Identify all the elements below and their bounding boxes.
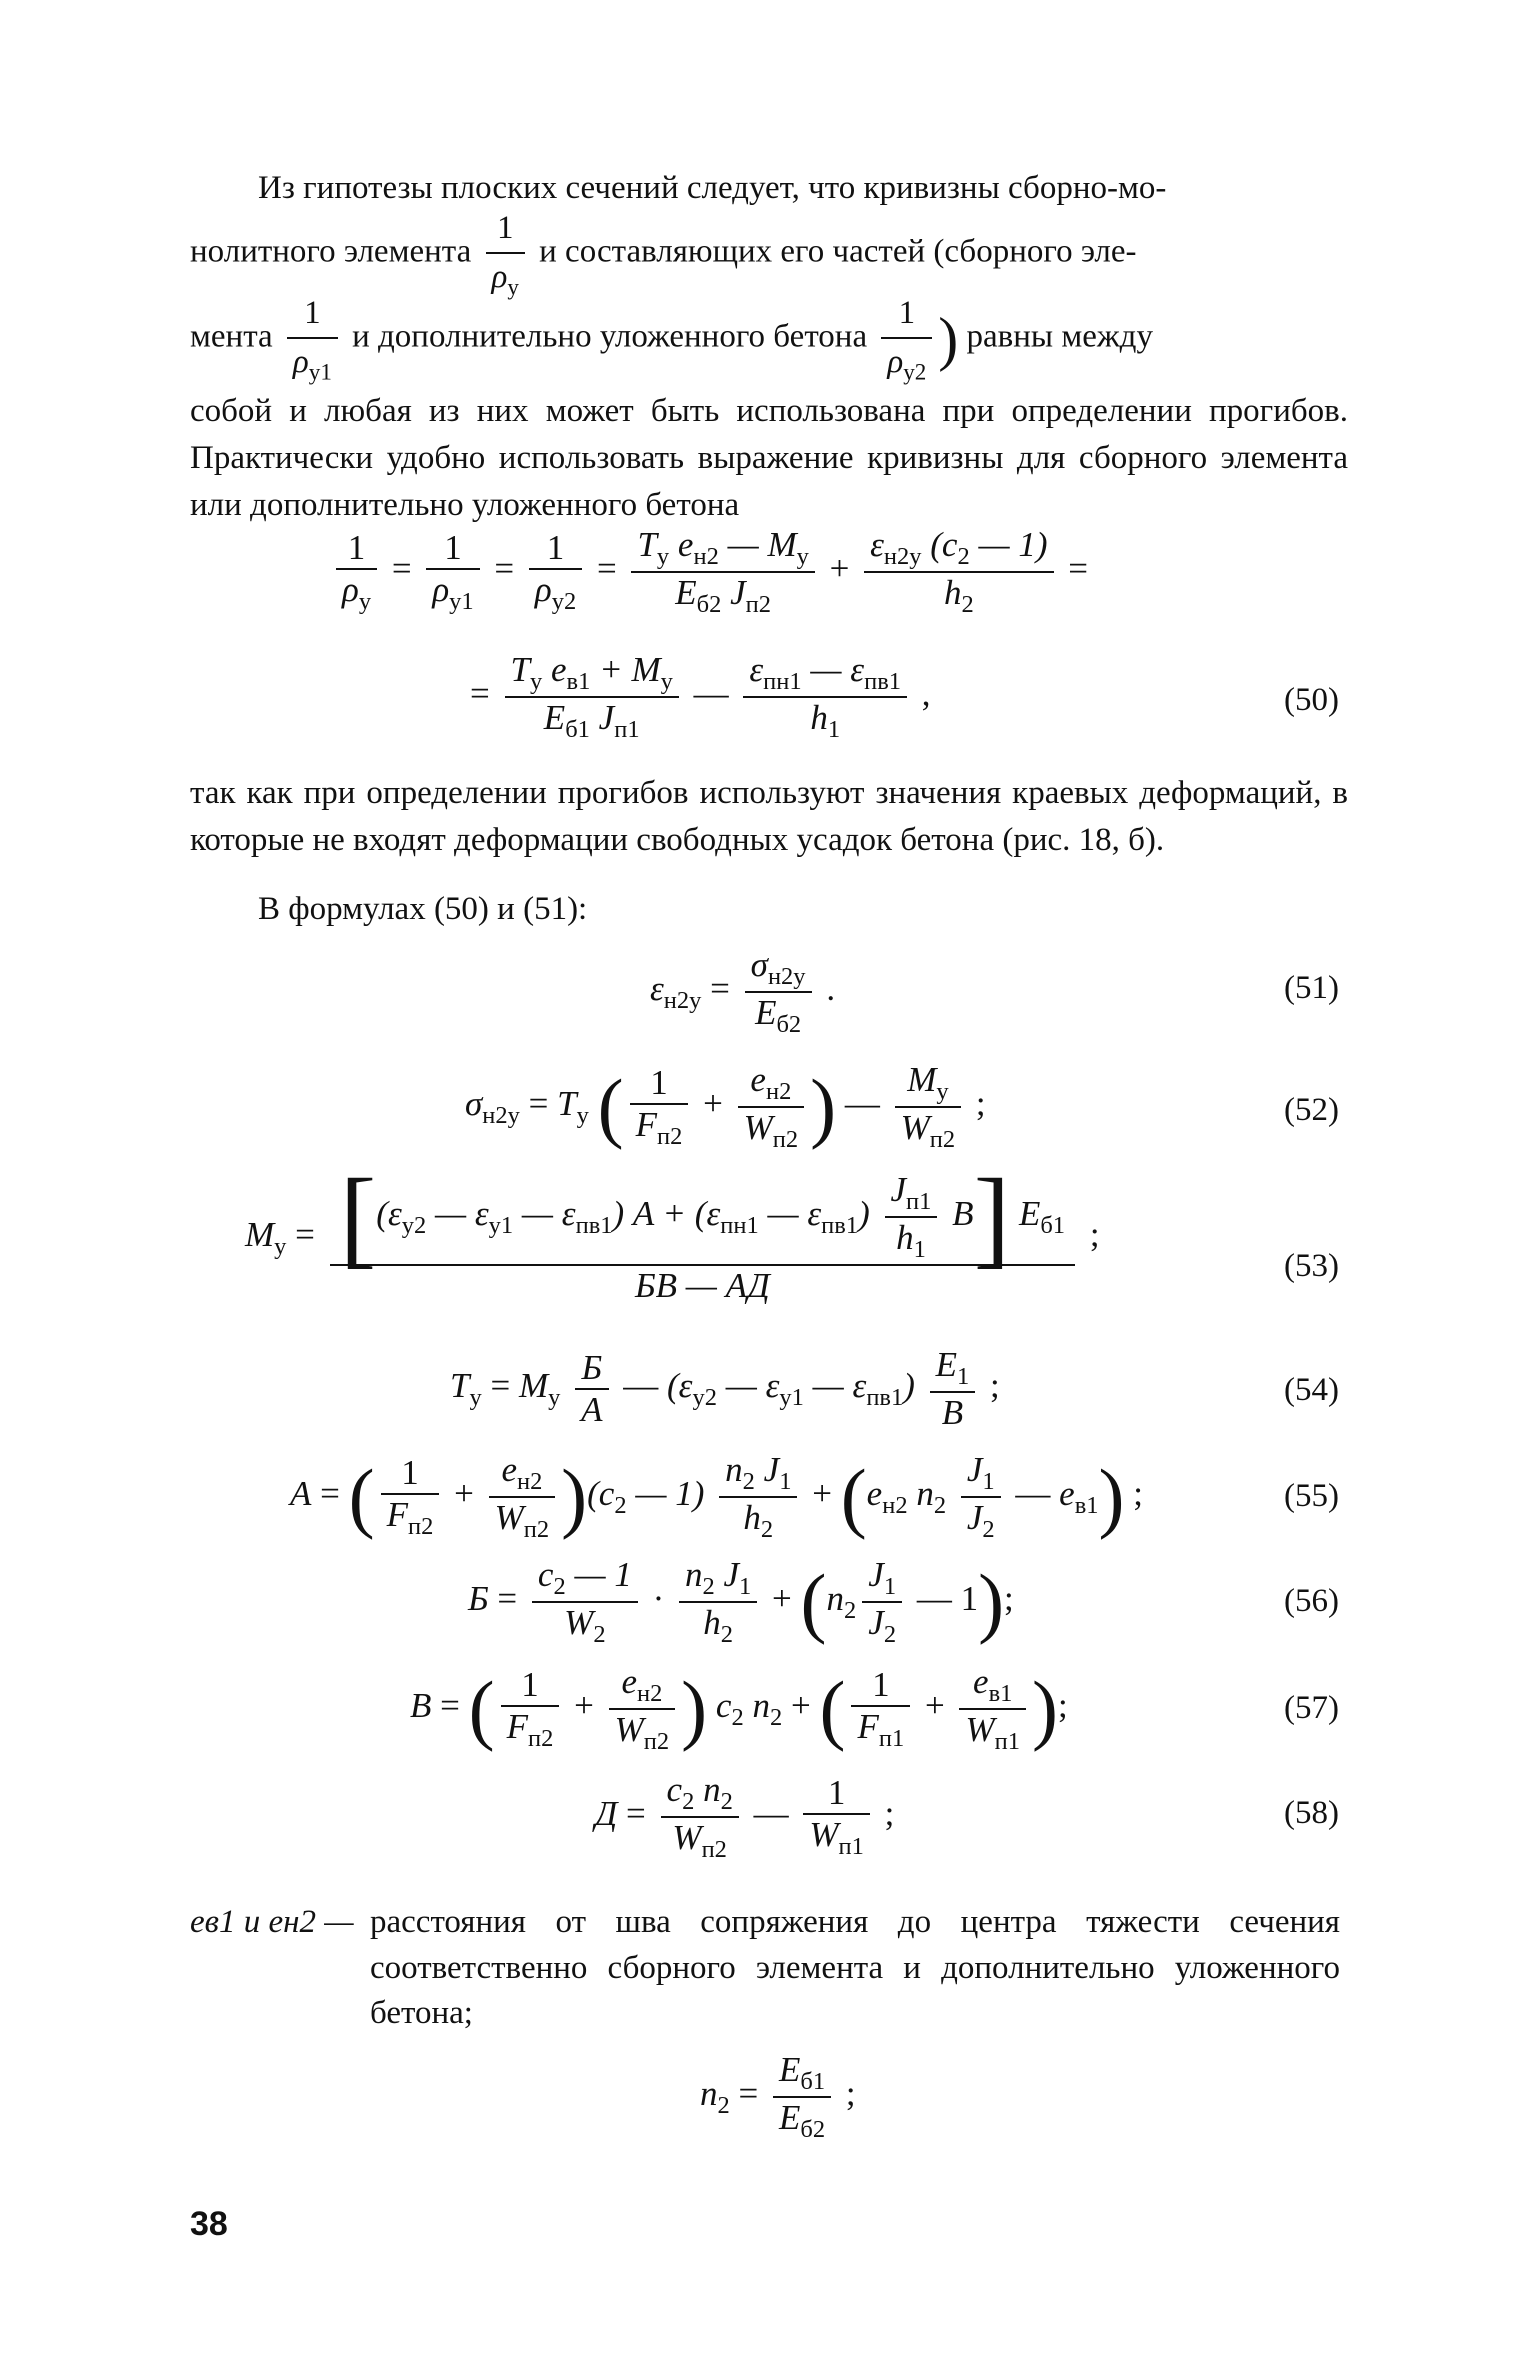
equation-51: $\varepsilon_{н2у}$ = $\frac{\sigma_{н2у}}{E_{б2}}$ . <box>650 945 836 1038</box>
equation-56: Б = $\frac{c_2 — 1}{W_2}$ · $\frac{n_2 J_1}{h_2}$ + ($n_2$ $\frac{J_1}{J_2}$ — 1); <box>468 1555 1014 1648</box>
page-number: 38 <box>190 2205 228 2243</box>
equation-number-50: (50) <box>1284 682 1339 718</box>
paragraph-1-line-3: мента $\frac{1}{\rho_{у1}}$ и дополнительно уложенного бетона $\frac{1}{\rho_{у2}}$ ) равны между <box>190 290 1348 388</box>
equation-55: A = ( $\frac{1}{F_{п2}}$ + $\frac{e_{н2}}{W_{п2}}$ )($c_2$ — 1) $\frac{n_2 J_1}{h_2}$ + ($e_{н2}$ $n_2$ $\frac{J_1}{J_2}$ — $e_{в1}$) ; <box>290 1450 1143 1543</box>
equation-number-54: (54) <box>1284 1372 1339 1408</box>
paragraph-1-rest: собой и любая из них может быть использована при определении прогибов. Практически удобно использовать выражение кривизны для сборного элемента или дополнительно уложенного бетона <box>190 393 1348 523</box>
inline-frac-rho-y: $\frac{1}{\rho_у}$ <box>486 205 525 303</box>
definition-description: расстояния от шва сопряжения до центра тяжести сечения соответственно сборного элемента и дополнительно уложенного бетона; <box>370 1904 1340 2032</box>
equation-number-51: (51) <box>1284 970 1339 1006</box>
paragraph-2: так как при определении прогибов используют значения краевых деформаций, в которые не входят деформации свободных усадок бетона (рис. 18, б). <box>190 775 1348 858</box>
paragraph-3: В формулах (50) и (51): <box>258 891 588 927</box>
paragraph-1-line-1: Из гипотезы плоских сечений следует, что кривизны сборно-мо- <box>258 170 1167 206</box>
equation-n2: $n_2$ = $\frac{E_{б1}}{E_{б2}}$ ; <box>700 2050 856 2143</box>
equation-52: $\sigma_{н2у} = T_у$ ( $\frac{1}{F_{п2}}$ + $\frac{e_{н2}}{W_{п2}}$ ) — $\frac{M_у}{W_{п2}}$ ; <box>465 1060 986 1153</box>
equation-number-56: (56) <box>1284 1583 1339 1619</box>
equation-58: Д = $\frac{c_2 n_2}{W_{п2}}$ — $\frac{1}{W_{п1}}$ ; <box>595 1770 895 1863</box>
definition-terms: eв1 и eн2 — <box>190 1904 354 1940</box>
equation-50-line-2: = $\frac{T_у e_{в1} + M_у}{E_{б1} J_{п1}}$ — $\frac{\varepsilon_{пн1} — \varepsilon_{пв1}}{h_1}$ , <box>470 650 931 743</box>
equation-57: B = ( $\frac{1}{F_{п2}}$ + $\frac{e_{н2}}{W_{п2}}$ ) $c_2$ $n_2$ + ( $\frac{1}{F_{п1}}$ + $\frac{e_{в1}}{W_{п1}}$ ); <box>410 1662 1068 1755</box>
paragraph-1-line-2: нолитного элемента $\frac{1}{\rho_у}$ и составляющих его частей (сборного эле- <box>190 205 1348 303</box>
equation-53: $M_у$ = [($\varepsilon_{у2}$ — $\varepsilon_{у1}$ — $\varepsilon_{пв1}$) $A + (\varepsilon_{пн1}$ — $\varepsilon_{пв1}$) $\frac{J_{п1}}{h_1}$ B] $E_{б1}$ БВ — АД ; <box>245 1156 1100 1305</box>
inline-frac-rho-y1: $\frac{1}{\rho_{у1}}$ <box>287 290 338 388</box>
equation-number-52: (52) <box>1284 1092 1339 1128</box>
inline-frac-rho-y2: $\frac{1}{\rho_{у2}}$ <box>881 290 932 388</box>
equation-54: $T_у = M_у$ $\frac{Б}{А}$ — ($\varepsilon_{у2}$ — $\varepsilon_{у1}$ — $\varepsilon_{пв1}$) $\frac{E_1}{B}$ ; <box>450 1345 1000 1432</box>
definition-block <box>190 1900 1348 2037</box>
equation-number-53: (53) <box>1284 1248 1339 1284</box>
equation-number-58: (58) <box>1284 1795 1339 1831</box>
equation-50-line-1: $\frac{1}{\rho_у}$ = $\frac{1}{\rho_{у1}}$ = $\frac{1}{\rho_{у2}}$ = $\frac{T_у e_{н2} — M_у}{E_{б2} J_{п2}}$ + $\frac{\varepsilon_{н2у} (c_2 — 1)}{h_2}$ = <box>330 525 1088 619</box>
equation-number-57: (57) <box>1284 1690 1339 1726</box>
equation-number-55: (55) <box>1284 1478 1339 1514</box>
